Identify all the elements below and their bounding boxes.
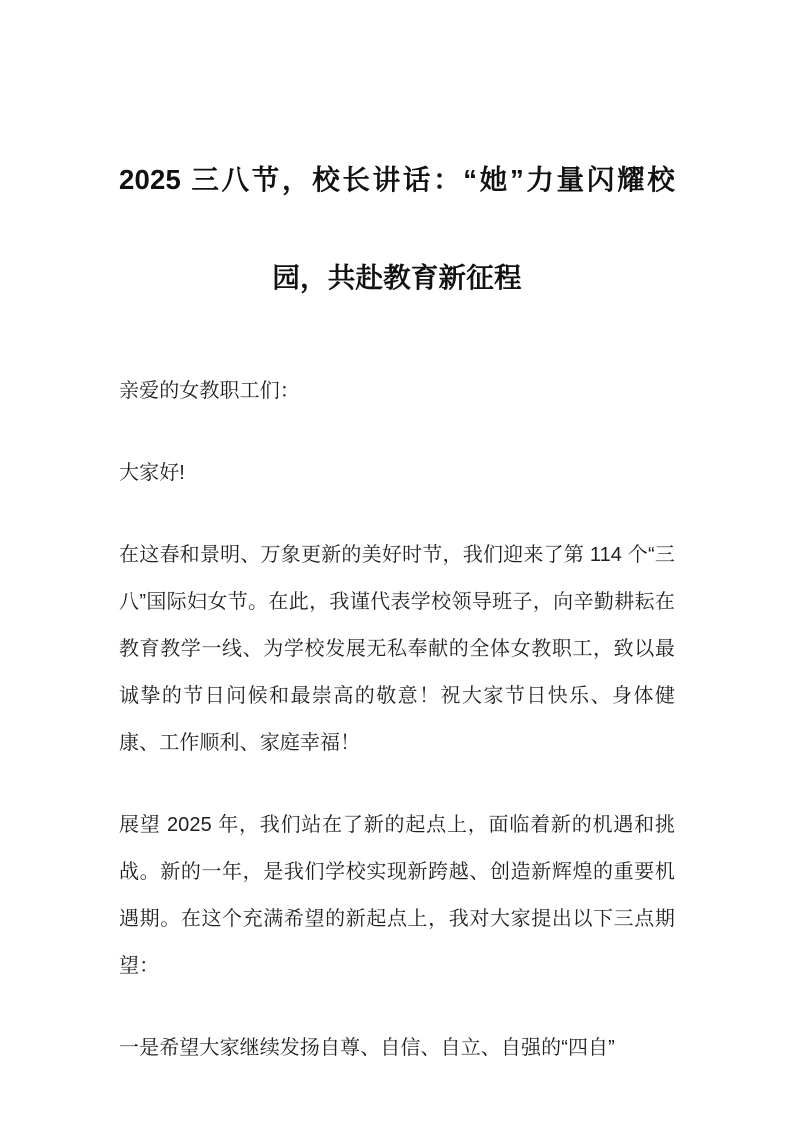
page-title [119, 0, 675, 327]
document-content [119, 0, 675, 1072]
page-title-line-1: 2025 三八节，校长讲话：“她”力量闪耀校 [119, 164, 675, 195]
paragraph-greeting: 大家好! [119, 462, 185, 484]
document-body [119, 327, 675, 1072]
paragraph-body-3: 一是希望大家继续发扬自尊、自信、自立、自强的“四自” [119, 1037, 615, 1059]
paragraph-body-2: 展望 2025 年，我们站在了新的起点上，面临着新的机遇和挑战。新的一年，是我们学校实现新跨越、创造新辉煌的重要机遇期。在这个充满希望的新起点上，我对大家提出以下三点期望： [119, 814, 675, 977]
page-title-line-2: 园，共赴教育新征程 [272, 262, 522, 293]
paragraph-salutation: 亲爱的女教职工们： [119, 380, 300, 402]
paragraph-body-1: 在这春和景明、万象更新的美好时节，我们迎来了第 114 个“三八”国际妇女节。在此，我谨代表学校领导班子，向辛勤耕耘在教育教学一线、为学校发展无私奉献的全体女教职工，致以最诚挚的节日问候和最崇高的敬意！祝大家节日快乐、身体健康、工作顺利、家庭幸福！ [119, 544, 675, 754]
